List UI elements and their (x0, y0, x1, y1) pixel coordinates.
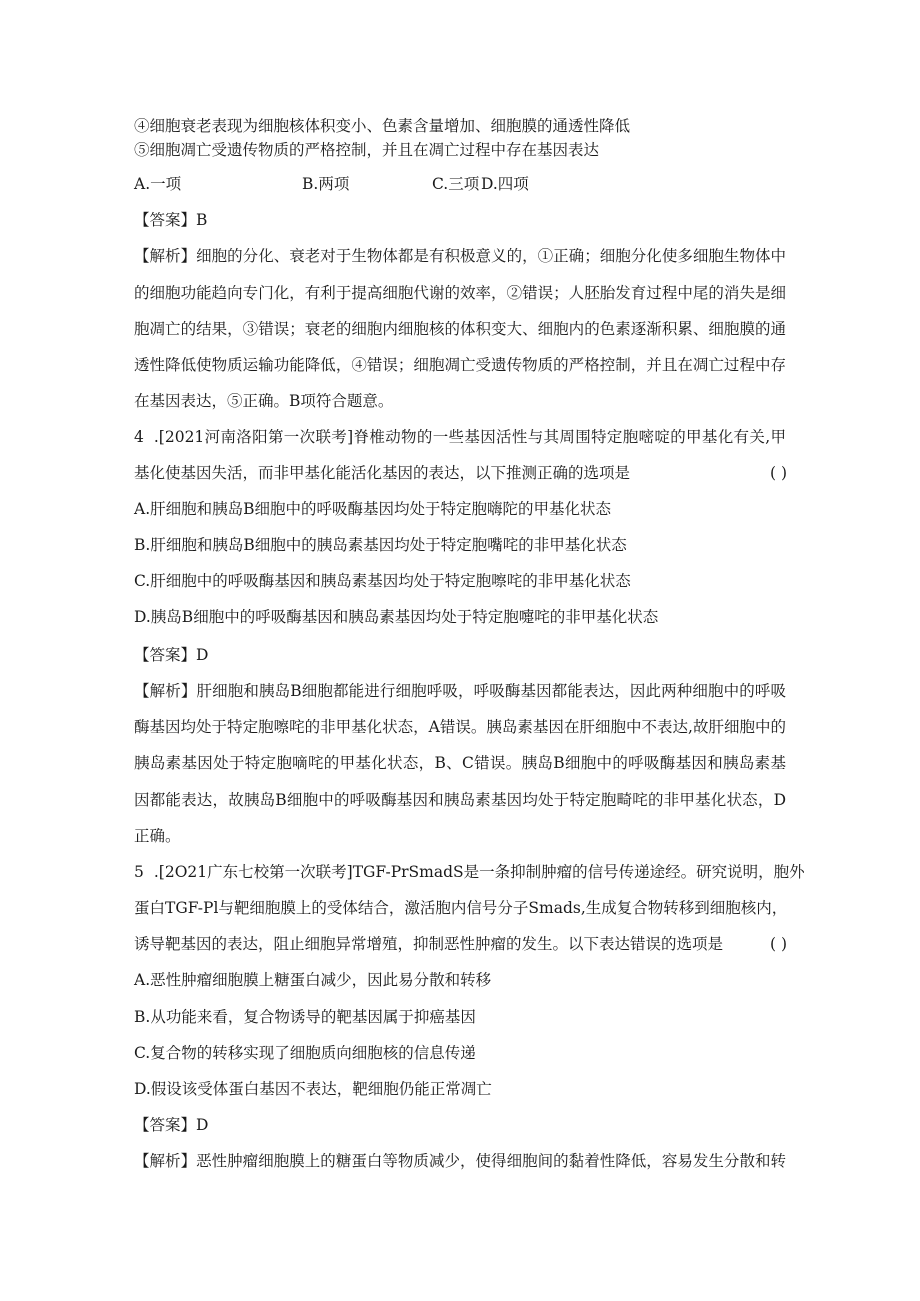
q4-option-b: B.肝细胞和胰岛B细胞中的胰岛素基因均处于特定胞嘴咤的非甲基化状态 (134, 536, 627, 554)
q4-explanation-line: 正确。 (134, 827, 181, 845)
q5-explanation-line: 【解析】恶性肿瘤细胞膜上的糖蛋白等物质减少，使得细胞间的黏着性降低，容易发生分散和转 (134, 1152, 786, 1170)
q3-explanation-line: 的细胞功能趋向专门化，有利于提高细胞代谢的效率，②错误；人胚胎发育过程中尾的消失是细 (134, 284, 786, 302)
q3-option-a: A.一项 (134, 175, 182, 193)
q4-stem-text: .[2021河南洛阳第一次联考]脊椎动物的一些基因活性与其周围特定胞嘧啶的甲基化有关,甲 (153, 428, 786, 446)
q5-option-d: D.假设该受体蛋白基因不表达，靶细胞仍能正常凋亡 (134, 1080, 492, 1098)
q5-stem-line-2: 蛋白TGF-Pl与靶细胞膜上的受体结合，激活胞内信号分子Smads,生成复合物转移到细胞核内， (134, 899, 788, 917)
q3-option-c: C.三项 (432, 175, 480, 193)
q4-explanation-line: 【解析】肝细胞和胰岛B细胞都能进行细胞呼吸，呼吸酶基因都能表达，因此两种细胞中的呼吸 (134, 682, 786, 700)
q4-option-a: A.肝细胞和胰岛B细胞中的呼吸酶基因均处于特定胞嗨陀的甲基化状态 (134, 500, 612, 518)
q4-stem-line-1 (134, 427, 786, 447)
q3-option-b: B.两项 (302, 175, 350, 193)
q5-number: 5 (134, 863, 144, 881)
q5-stem-text: .[2O21广东七校第一次联考]TGF-PrSmadS是一条抑制肿瘤的信号传递途经。研究说明，胞外 (153, 863, 805, 881)
q5-answer: 【答案】D (134, 1116, 209, 1134)
q3-answer: 【答案】B (134, 211, 208, 229)
q4-option-c: C.肝细胞中的呼吸酶基因和胰岛素基因均处于特定胞嚓咤的非甲基化状态 (134, 572, 631, 590)
q3-explanation-line: 在基因表达，⑤正确。B项符合题意。 (134, 392, 394, 410)
q4-option-d: D.胰岛B细胞中的呼吸酶基因和胰岛素基因均处于特定胞嚏咤的非甲基化状态 (134, 608, 659, 626)
q3-statement-5: ⑤细胞凋亡受遗传物质的严格控制，并且在凋亡过程中存在基因表达 (134, 141, 600, 159)
q3-explanation-line: 透性降低使物质运输功能降低，④错误；细胞凋亡受遗传物质的严格控制，并且在凋亡过程中存 (134, 356, 786, 374)
q5-stem-line-3: 诱导靶基因的表达，阻止细胞异常增殖，抑制恶性肿瘤的发生。以下表达错误的选项是 (134, 935, 724, 953)
q4-explanation-line: 酶基因均处于特定胞嚓咤的非甲基化状态，A错误。胰岛素基因在肝细胞中不表达,故肝细胞中的 (134, 718, 786, 736)
q5-option-b: B.从功能来看，复合物诱导的靶基因属于抑癌基因 (134, 1008, 476, 1026)
q5-answer-blank: ( ) (770, 935, 788, 953)
q4-explanation-line: 因都能表达，故胰岛B细胞中的呼吸酶基因和胰岛素基因均处于特定胞畸咤的非甲基化状态，D (134, 791, 786, 809)
q4-stem-line-2: 基化使基因失活，而非甲基化能活化基因的表达，以下推测正确的选项是 (134, 464, 631, 482)
q4-explanation-line: 胰岛素基因处于特定胞嘀咤的甲基化状态，B、C错误。胰岛B细胞中的呼吸酶基因和胰岛素基 (134, 754, 786, 772)
q5-option-c: C.复合物的转移实现了细胞质向细胞核的信息传递 (134, 1044, 476, 1062)
q3-option-d: D.四项 (481, 175, 529, 193)
q3-statement-4: ④细胞衰老表现为细胞核体积变小、色素含量增加、细胞膜的通透性降低 (134, 117, 631, 135)
q5-stem-line-1 (134, 862, 805, 882)
q3-explanation-line: 【解析】细胞的分化、衰老对于生物体都是有积极意义的，①正确；细胞分化使多细胞生物体中 (134, 247, 786, 265)
q5-option-a: A.恶性肿瘤细胞膜上糖蛋白减少，因此易分散和转移 (134, 971, 492, 989)
q4-answer: 【答案】D (134, 646, 209, 664)
q3-explanation-line: 胞凋亡的结果，③错误；衰老的细胞内细胞核的体积变大、细胞内的色素逐渐积累、细胞膜的通 (134, 320, 786, 338)
q4-number: 4 (134, 428, 144, 446)
q4-answer-blank: ( ) (770, 464, 788, 482)
